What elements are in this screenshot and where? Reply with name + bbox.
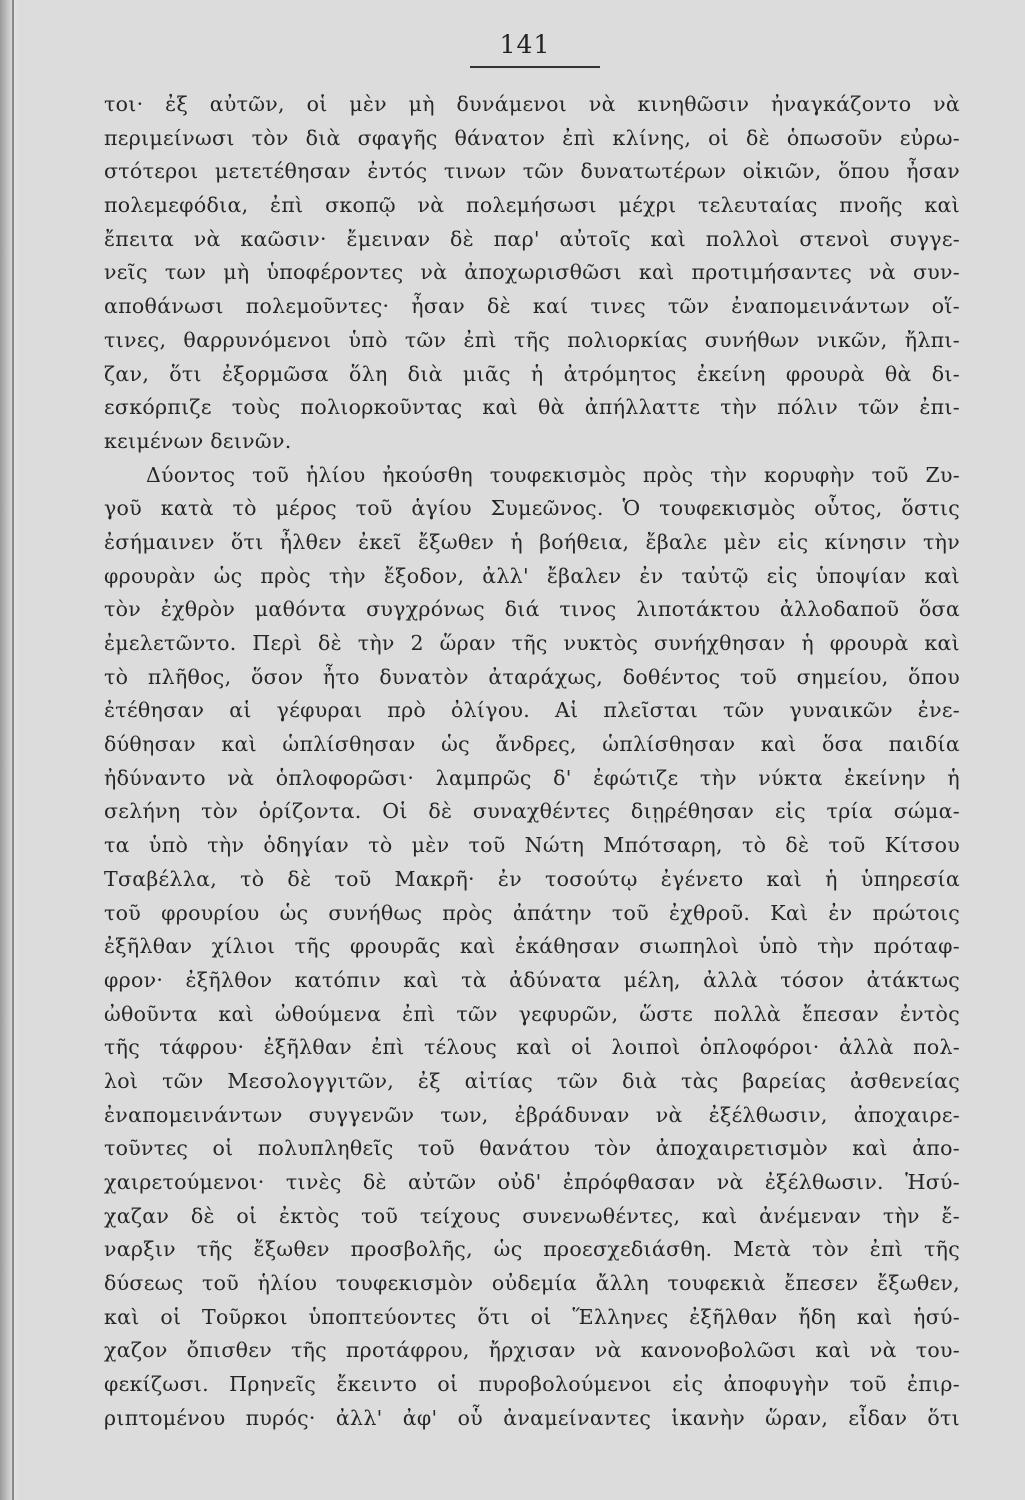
page-number: 141 [499, 30, 551, 59]
text-line: δύθησαν καὶ ὡπλίσθησαν ὡς ἄνδρες, ὡπλίσθησαν καὶ ὅσα παιδία [104, 732, 960, 757]
text-line: τὸ πλῆθος, ὅσον ἦτο δυνατὸν ἀταράχως, δοθέντος τοῦ σημείου, ὅπου [104, 664, 960, 689]
text-line: φρουρὰν ὡς πρὸς τὴν ἔξοδον, ἀλλ' ἔβαλεν ἐν ταὐτῷ εἰς ὑποψίαν καὶ [104, 563, 960, 588]
text-line: ἐναπομεινάντων συγγενῶν των, ἐβράδυναν νὰ ἐξέλθωσιν, ἀποχαιρε- [104, 1102, 960, 1127]
text-line: ἐσήμαινεν ὅτι ἦλθεν ἐκεῖ ἔξωθεν ἡ βοήθεια, ἔβαλε μὲν εἰς κίνησιν τὴν [104, 529, 960, 554]
text-line: τοῦντες οἱ πολυπληθεῖς τοῦ θανάτου τὸν ἀποχαιρετισμὸν καὶ ἀπο- [104, 1136, 960, 1161]
text-line: περιμείνωσι τὸν διὰ σφαγῆς θάνατον ἐπὶ κλίνης, οἱ δὲ ὁπωσοῦν εὐρω- [104, 125, 960, 150]
text-line: γοῦ κατὰ τὸ μέρος τοῦ ἁγίου Συμεῶνος. Ὁ τουφεκισμὸς οὗτος, ὅστις [104, 496, 960, 521]
text-line: πολεμεφόδια, ἐπὶ σκοπῷ νὰ πολεμήσωσι μέχρι τελευταίας πνοῆς καὶ [104, 193, 960, 218]
text-line: στότεροι μετετέθησαν ἐντός τινων τῶν δυνατωτέρων οἰκιῶν, ὅπου ἦσαν [104, 159, 960, 184]
text-line: τὸν ἐχθρὸν μαθόντα συγχρόνως διά τινος λιποτάκτου ἀλλοδαποῦ ὅσα [104, 597, 960, 622]
text-line: τοῦ φρουρίου ὡς συνήθως πρὸς ἀπάτην τοῦ ἐχθροῦ. Καὶ ἐν πρώτοις [104, 900, 960, 925]
text-line: δύσεως τοῦ ἡλίου τουφεκισμὸν οὐδεμία ἄλλη τουφεκιὰ ἔπεσεν ἔξωθεν, [104, 1271, 960, 1296]
page-number-rule [470, 66, 600, 68]
text-line: τοι· ἐξ αὐτῶν, οἱ μὲν μὴ δυνάμενοι νὰ κινηθῶσιν ἠναγκάζοντο νὰ [104, 92, 960, 116]
text-line: χαζον ὄπισθεν τῆς προτάφρου, ἤρχισαν νὰ κανονοβολῶσι καὶ νὰ του- [104, 1338, 960, 1363]
text-line: εσκόρπιζε τοὺς πολιορκοῦντας καὶ θὰ ἀπήλλαττε τὴν πόλιν τῶν ἐπι- [104, 395, 960, 420]
text-line: σελήνη τὸν ὁρίζοντα. Οἱ δὲ συναχθέντες διῃρέθησαν εἰς τρία σώμα- [104, 799, 960, 824]
text-line: ἐξῆλθαν χίλιοι τῆς φρουρᾶς καὶ ἐκάθησαν σιωπηλοὶ ὑπὸ τὴν πρόταφ- [104, 934, 960, 959]
text-line: φεκίζωσι. Πρηνεῖς ἔκειντο οἱ πυροβολούμενοι εἰς ἀποφυγὴν τοῦ ἐπιρ- [104, 1372, 960, 1397]
text-line: ἐτέθησαν αἱ γέφυραι πρὸ ὀλίγου. Αἱ πλεῖσται τῶν γυναικῶν ἐνε- [104, 698, 960, 723]
page-edge-line [12, 0, 14, 1500]
text-line: ἔπειτα νὰ καῶσιν· ἔμειναν δὲ παρ' αὐτοῖς καὶ πολλοὶ στενοὶ συγγε- [104, 226, 960, 251]
text-line: ἠδύναντο νὰ ὁπλοφορῶσι· λαμπρῶς δ' ἐφώτιζε τὴν νύκτα ἐκείνην ἡ [104, 765, 960, 790]
text-line: καὶ οἱ Τοῦρκοι ὑποπτεύοντες ὅτι οἱ Ἕλληνες ἐξῆλθαν ἤδη καὶ ἡσύ- [104, 1304, 960, 1329]
text-line: τα ὑπὸ τὴν ὁδηγίαν τὸ μὲν τοῦ Νώτη Μπότσαρη, τὸ δὲ τοῦ Κίτσου [104, 833, 960, 858]
text-line: χαιρετούμενοι· τινὲς δὲ αὐτῶν οὐδ' ἐπρόφθασαν νὰ ἐξέλθωσιν. Ἡσύ- [104, 1170, 960, 1194]
text-line: φρον· ἐξῆλθον κατόπιν καὶ τὰ ἀδύνατα μέλη, ἀλλὰ τόσον ἀτάκτως [104, 967, 960, 992]
text-line: τῆς τάφρου· ἐξῆλθαν ἐπὶ τέλους καὶ οἱ λοιποὶ ὁπλοφόροι· ἀλλὰ πολ- [104, 1035, 960, 1060]
text-line: λοὶ τῶν Μεσολογγιτῶν, ἐξ αἰτίας τῶν διὰ τὰς βαρείας ἀσθενείας [104, 1068, 960, 1093]
text-line: ζαν, ὅτι ἐξορμῶσα ὅλη διὰ μιᾶς ἡ ἀτρόμητος ἐκείνη φρουρὰ θὰ δι- [104, 361, 960, 386]
text-line: νεῖς των μὴ ὑποφέροντες νὰ ἀποχωρισθῶσι καὶ προτιμήσαντες νὰ συν- [104, 260, 960, 285]
text-line: ὠθοῦντα καὶ ὠθούμενα ἐπὶ τῶν γεφυρῶν, ὥστε πολλὰ ἔπεσαν ἐντὸς [104, 1001, 960, 1026]
body-text [104, 88, 960, 1436]
text-line: τινες, θαρρυνόμενοι ὑπὸ τῶν ἐπὶ τῆς πολιορκίας συνήθων νικῶν, ἤλπι- [104, 327, 960, 352]
text-line: κειμένων δεινῶν. [104, 428, 292, 453]
text-line: χαζαν δὲ οἱ ἐκτὸς τοῦ τείχους συνενωθέντες, καὶ ἀνέμεναν τὴν ἔ- [104, 1203, 960, 1228]
text-line: Τσαβέλλα, τὸ δὲ τοῦ Μακρῆ· ἐν τοσούτῳ ἐγένετο καὶ ἡ ὑπηρεσία [104, 866, 960, 891]
text-line: ριπτομένου πυρός· ἀλλ' ἀφ' οὗ ἀναμείναντες ἱκανὴν ὥραν, εἶδαν ὅτι [104, 1405, 960, 1430]
page-gutter [0, 0, 22, 1500]
text-line: ἐμελετῶντο. Περὶ δὲ τὴν 2 ὥραν τῆς νυκτὸς συνήχθησαν ἡ φρουρὰ καὶ [104, 631, 960, 655]
text-line: ναρξιν τῆς ἔξωθεν προσβολῆς, ὡς προεσχεδιάσθη. Μετὰ τὸν ἐπὶ τῆς [104, 1237, 960, 1262]
text-line: αποθάνωσι πολεμοῦντες· ἦσαν δὲ καί τινες τῶν ἐναπομεινάντων οἵ- [104, 294, 960, 319]
paragraph-start-line: Δύοντος τοῦ ἡλίου ἠκούσθη τουφεκισμὸς πρὸς τὴν κορυφὴν τοῦ Ζυ- [146, 462, 960, 487]
